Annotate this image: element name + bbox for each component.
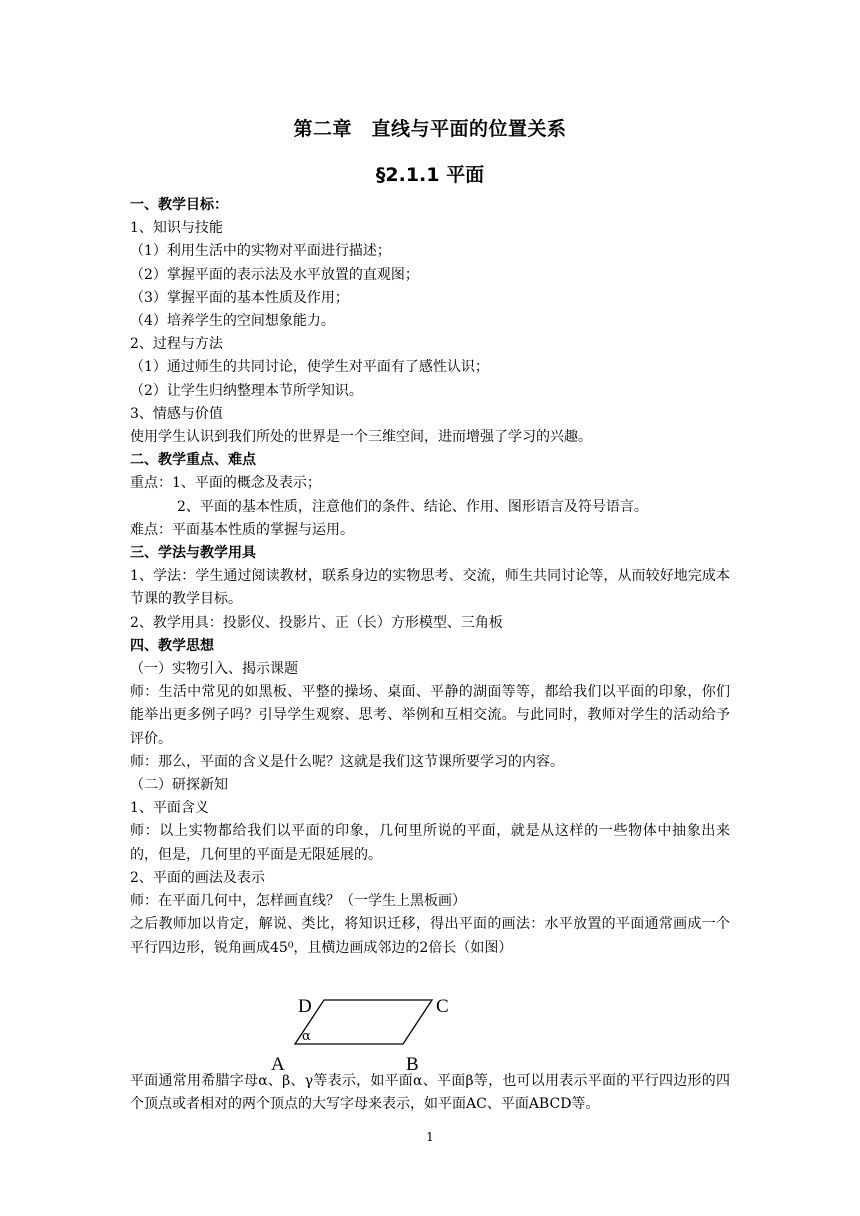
vertex-label-b: B (406, 1053, 419, 1070)
body-paragraph: （1）利用生活中的实物对平面进行描述； (130, 243, 391, 260)
body-paragraph: 2、教学用具：投影仪、投影片、正（长）方形模型、三角板 (130, 614, 503, 631)
section-heading: 三、学法与教学用具 (130, 545, 256, 562)
body-paragraph: （2）让学生归纳整理本节所学知识。 (130, 382, 363, 399)
body-paragraph: （一）实物引入、揭示课题 (130, 661, 298, 678)
parallelogram-diagram (130, 960, 730, 1070)
body-paragraph: 师：在平面几何中，怎样画直线？（一学生上黑板画） (130, 893, 466, 910)
body-paragraph: 师：生活中常见的如黑板、平整的操场、桌面、平静的湖面等等，都给我们以平面的印象，你们能举出更多例子吗？引导学生观察、思考、举例和互相交流。与此同时，教师对学生的活动给予评价。 (130, 684, 730, 747)
document-body (130, 194, 730, 1116)
vertex-label-a: A (271, 1053, 285, 1070)
page-number: 1 (426, 1130, 434, 1144)
vertex-label-d: D (298, 995, 312, 1017)
body-paragraph: 1、知识与技能 (130, 220, 223, 237)
body-paragraph: 2、平面的基本性质，注意他们的条件、结论、作用、图形语言及符号语言。 (177, 498, 648, 515)
body-paragraph: 师：那么，平面的含义是什么呢？这就是我们这节课所要学习的内容。 (130, 753, 564, 770)
section-heading: 一、教学目标： (130, 197, 228, 213)
parallelogram-figure (130, 960, 730, 1070)
body-paragraph: 之后教师加以肯定，解说、类比，将知识迁移，得出平面的画法：水平放置的平面通常画成一个平行四边形，锐角画成45⁰，且横边画成邻边的2倍长（如图） (130, 916, 730, 956)
body-paragraph: 1、平面含义 (130, 800, 209, 817)
body-paragraph: 2、过程与方法 (130, 336, 223, 353)
body-lines-after-figure (130, 1070, 730, 1116)
body-paragraph: 1、学法：学生通过阅读教材，联系身边的实物思考、交流，师生共同讨论等，从而较好地完成本节课的教学目标。 (130, 568, 730, 608)
body-paragraph: （二）研探新知 (130, 777, 228, 794)
section-title: §2.1.1 平面 (375, 164, 485, 186)
body-paragraph: （3）掌握平面的基本性质及作用； (130, 289, 349, 306)
parallelogram-shape (295, 1000, 432, 1044)
plane-label-alpha: α (302, 1028, 311, 1044)
section-heading: 二、教学重点、难点 (130, 452, 256, 469)
body-paragraph: 2、平面的画法及表示 (130, 869, 265, 886)
body-paragraph: 重点：1、平面的概念及表示； (130, 475, 321, 492)
chapter-title: 第二章 直线与平面的位置关系 (293, 118, 567, 140)
vertex-label-c: C (436, 995, 449, 1017)
body-lines (130, 194, 730, 960)
body-paragraph: 3、情感与价值 (130, 405, 223, 422)
body-paragraph: 师：以上实物都给我们以平面的印象，几何里所说的平面，就是从这样的一些物体中抽象出来的，但是，几何里的平面是无限延展的。 (130, 823, 730, 863)
body-paragraph: （4）培养学生的空间想象能力。 (130, 313, 335, 330)
body-paragraph: （1）通过师生的共同讨论，使学生对平面有了感性认识； (130, 359, 489, 376)
body-paragraph: 难点：平面基本性质的掌握与运用。 (130, 521, 354, 538)
body-paragraph: （2）掌握平面的表示法及水平放置的直观图； (130, 266, 419, 283)
body-paragraph: 使用学生认识到我们所处的世界是一个三维空间，进而增强了学习的兴趣。 (130, 429, 592, 446)
section-heading: 四、教学思想 (130, 637, 214, 654)
body-paragraph: 平面通常用希腊字母α、β、γ等表示，如平面α、平面β等，也可以用表示平面的平行四边形的四个顶点或者相对的两个顶点的大写字母来表示，如平面AC、平面ABCD等。 (130, 1072, 730, 1112)
